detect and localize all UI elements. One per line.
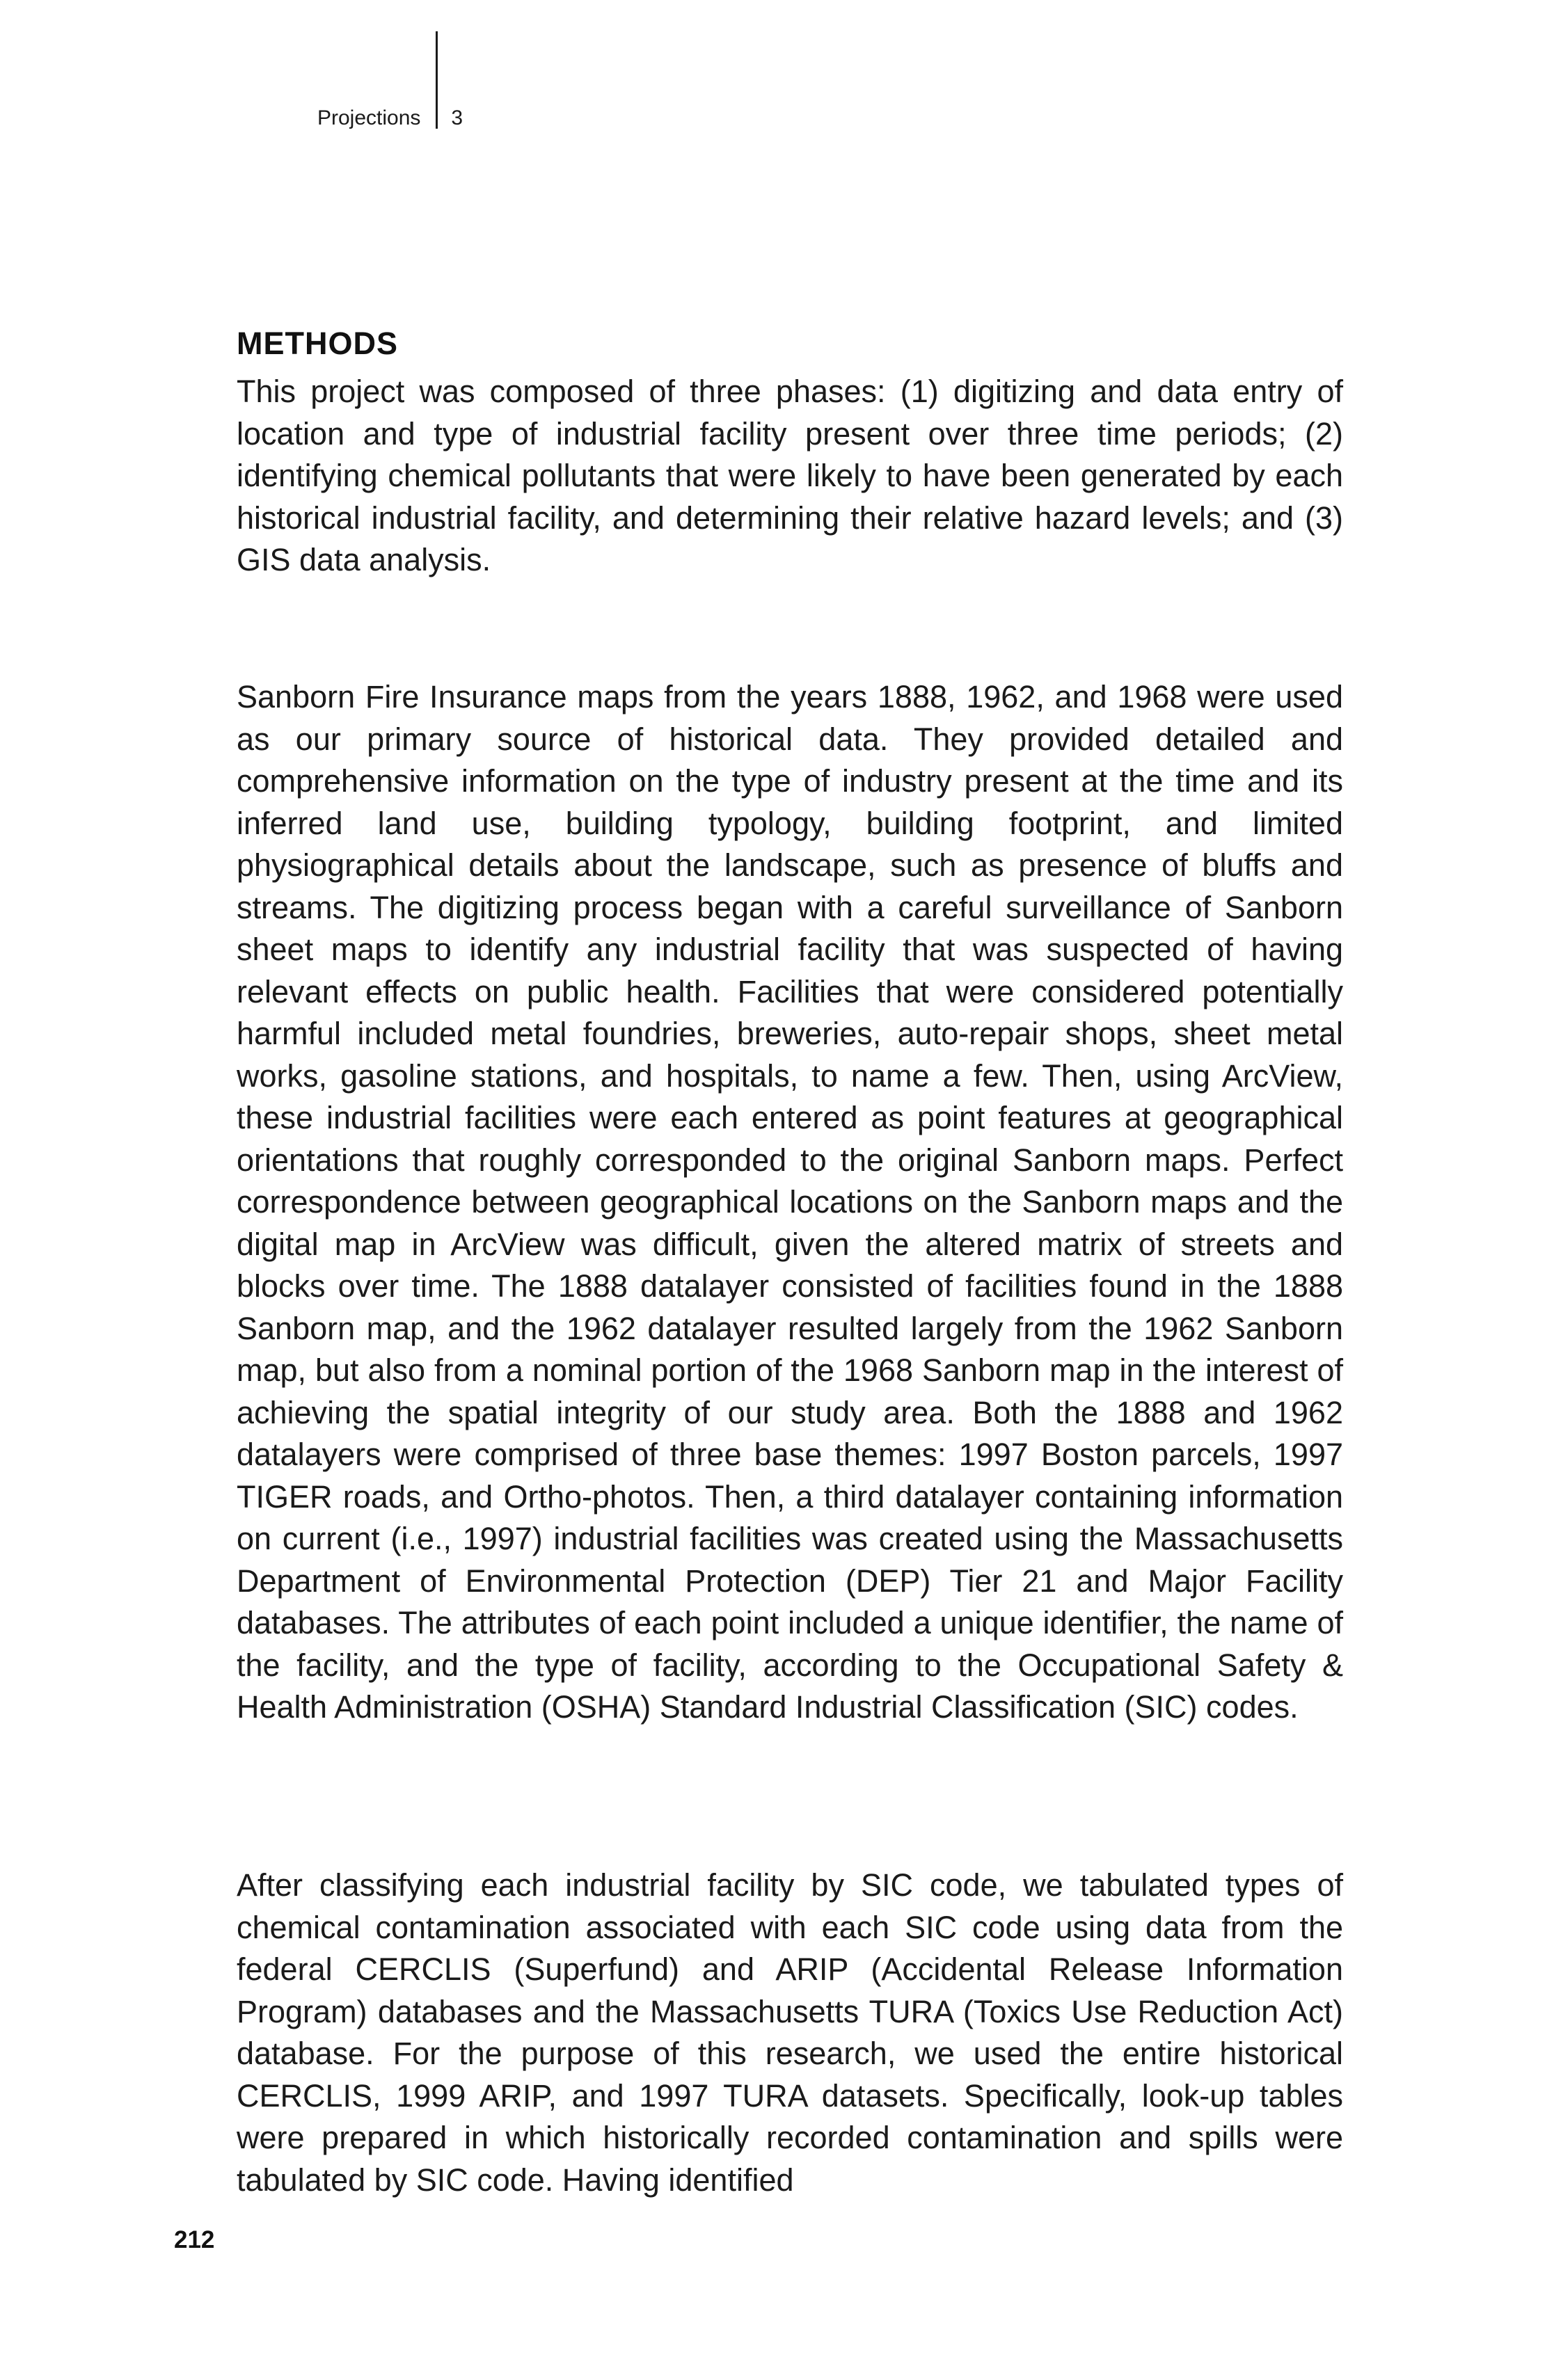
section-heading: METHODS	[237, 326, 398, 361]
running-header	[317, 97, 463, 139]
paragraph-phases: This project was composed of three phases: (1) digitizing and data entry of location and type of industrial facility present over three time periods; (2) identifying chemical pollutants that were likely to have been generated by each historical industrial facility, and determining their relative hazard levels; and (3) GIS data analysis.	[237, 374, 1343, 577]
journal-name: Projections	[317, 106, 421, 129]
paragraph-sic-classification: After classifying each industrial facility by SIC code, we tabulated types of chemical contamination associated with each SIC code using data from the federal CERCLIS (Superfund) and ARIP (Accidental Release Information Program) databases and the Massachusetts TURA (Toxics Use Reduction Act) database. For the purpose of this research, we used the entire historical CERCLIS, 1999 ARIP, and 1997 TURA datasets. Specifically, look-up tables were prepared in which historically recorded contamination and spills were tabulated by SIC code. Having identified	[237, 1867, 1343, 2198]
issue-number: 3	[451, 106, 463, 129]
page-number: 212	[174, 2226, 215, 2253]
paragraph-sanborn-maps: Sanborn Fire Insurance maps from the years 1888, 1962, and 1968 were used as our primary source of historical data. They provided detailed and comprehensive information on the type of industry present at the time and its inferred land use, building typology, building footprint, and limited physiographical details about the landscape, such as presence of bluffs and streams. The digitizing process began with a careful surveillance of Sanborn sheet maps to identify any industrial facility that was suspected of having relevant effects on public health. Facilities that were considered potentially harmful included metal foundries, breweries, auto-repair shops, sheet metal works, gasoline stations, and hospitals, to name a few. Then, using ArcView, these industrial facilities were each entered as point features at geographical orientations that roughly corresponded to the original Sanborn maps. Perfect correspondence between geographical locations on the Sanborn maps and the digital map in ArcView was difficult, given the altered matrix of streets and blocks over time. The 1888 datalayer consisted of facilities found in the 1888 Sanborn map, and the 1962 datalayer resulted largely from the 1962 Sanborn map, but also from a nominal portion of the 1968 Sanborn map in the interest of achieving the spatial integrity of our study area. Both the 1888 and 1962 datalayers were comprised of three base themes: 1997 Boston parcels, 1997 TIGER roads, and Ortho-photos. Then, a third datalayer containing information on current (i.e., 1997) industrial facilities was created using the Massachusetts Department of Environmental Protection (DEP) Tier 21 and Major Facility databases. The attributes of each point included a unique identifier, the name of the facility, and the type of facility, according to the Occupational Safety & Health Administration (OSHA) Standard Industrial Classification (SIC) codes.	[237, 679, 1343, 1725]
header-divider	[436, 31, 438, 129]
